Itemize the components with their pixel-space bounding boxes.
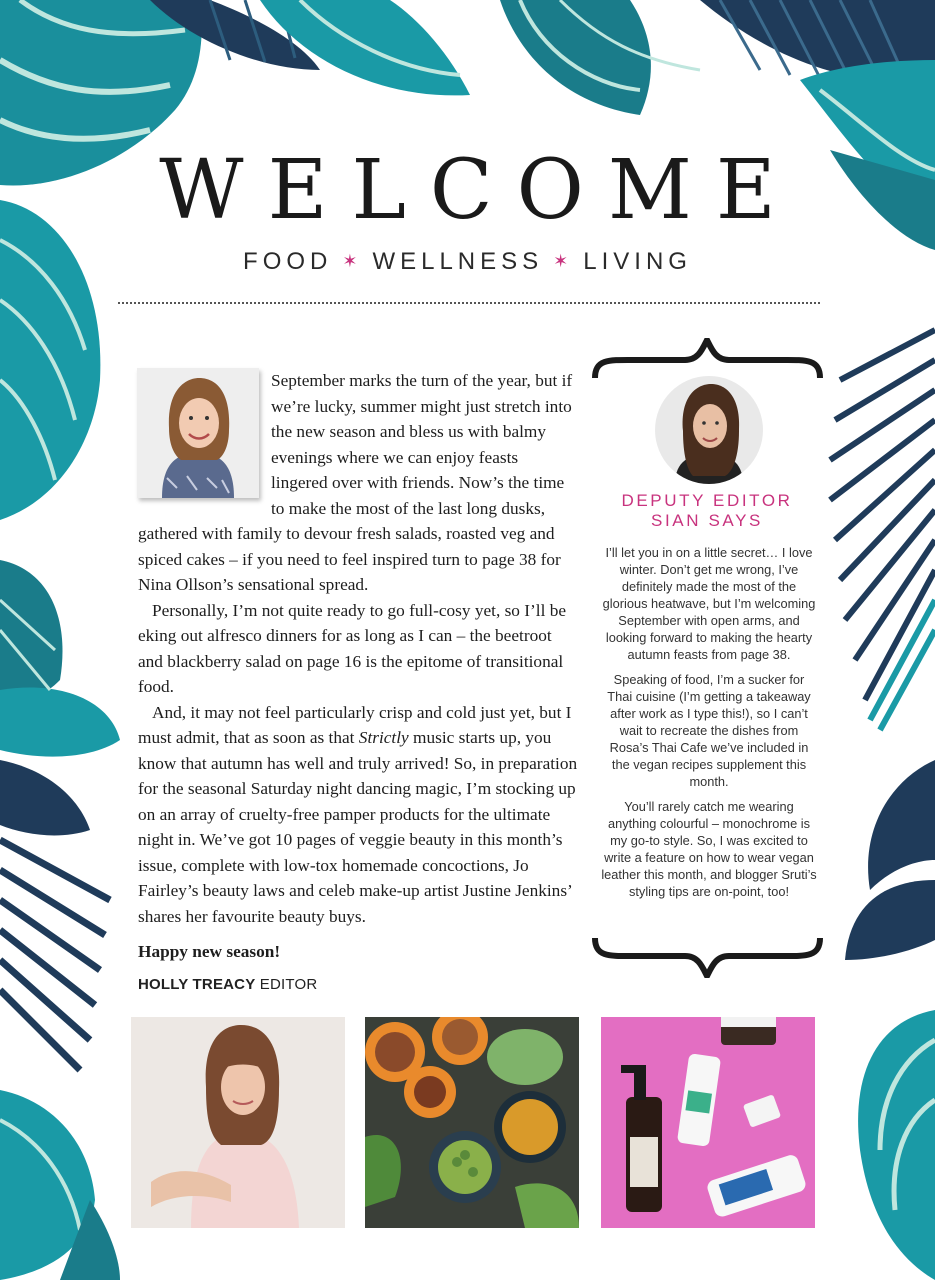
star-icon: ✶ [553,251,574,271]
subtitle-wellness: WELLNESS [372,248,544,275]
dotted-divider [118,302,820,304]
page-title: WELCOME [159,143,800,238]
leaf-left-lower [0,840,120,1280]
leaf-right-lower [845,760,935,1280]
editor-letter [138,368,578,965]
letter-paragraph-1-text: September marks the turn of the year, but if we’re lucky, summer might just stretch into the new season and bless us with balmy evenings where we can enjoy feasts lingered over with friends. Now’s the time to make the most of the last long dusks, gathered with family to devour fresh salads, roasted veg and spiced cakes – if you need to feel inspired turn to page 38 for Nina Ollson’s sensational spread. [138,371,573,594]
deputy-editor-heading [593,491,821,531]
leaf-right-palm [830,330,935,730]
letter-paragraph-2 [138,598,578,700]
deputy-editor-photo [655,376,763,484]
fashion-photo [131,1017,345,1228]
subtitle-food: FOOD [243,248,333,275]
deputy-heading-line2: SIAN SAYS [651,511,763,530]
section-subtitle [0,250,935,274]
strictly-title: Strictly [358,728,409,747]
deputy-paragraph-2: Speaking of food, I’m a sucker for Thai cuisine (I’m getting a takeaway after work as I type this!), so I can’t wait to recreate the dishes from Rosa’s Thai Cafe we’ve included in the vegan recipes supplement this month. [607,672,811,789]
editor-role: EDITOR [259,976,318,993]
editor-name: HOLLY TREACY [138,976,256,993]
leaf-left-upper [0,200,100,520]
deputy-heading-line1: DEPUTY EDITOR [621,491,793,510]
food-photo [365,1017,579,1228]
letter-paragraph-3-text-a: And, it may not feel particularly crisp and cold just yet, but I must admit, that as soon as that [138,702,572,747]
editor-signature [138,976,317,993]
star-icon: ✶ [342,251,363,271]
letter-paragraph-3 [138,700,578,930]
subtitle-living: LIVING [583,248,692,275]
deputy-editor-text [600,544,818,908]
deputy-paragraph-3: You’ll rarely catch me wearing anything colourful – monochrome is my go-to style. So, I was excited to write a feature on how to wear vegan leather this month, and blogger Sruti’s styling tips are on-point, too! [601,799,817,899]
letter-signoff: Happy new season! [138,942,281,961]
leaf-left-middle [0,560,120,835]
beauty-products-photo [601,1017,815,1228]
letter-paragraph-2-text: Personally, I’m not quite ready to go full-cosy yet, so I’ll be eking out alfresco dinners for as long as I can – the beetroot and blackberry salad on page 16 is the epitome of transitional food. [138,600,567,696]
letter-paragraph-3-text-b: music starts up, you know that autumn has well and truly arrived! So, in preparation for the seasonal Saturday night dancing magic, I’m stocking up on an array of cruelty-free pamper products for the ultimate night in. We’ve got 10 pages of veggie beauty in this month’s issue, complete with low-tox homemade concoctions, Jo Fairley’s beauty laws and celeb make-up artist Justine Jenkins’ shares her favourite beauty buys. [138,728,578,926]
deputy-paragraph-1: I’ll let you in on a little secret… I love winter. Don’t get me wrong, I’ve definitely made the most of the glorious heatwave, but I’m welcoming September with open arms, and looking forward to making the hearty autumn feasts from page 38. [602,545,816,662]
leaf-top-center [260,0,700,115]
photo-wrap-spacer [138,368,271,518]
